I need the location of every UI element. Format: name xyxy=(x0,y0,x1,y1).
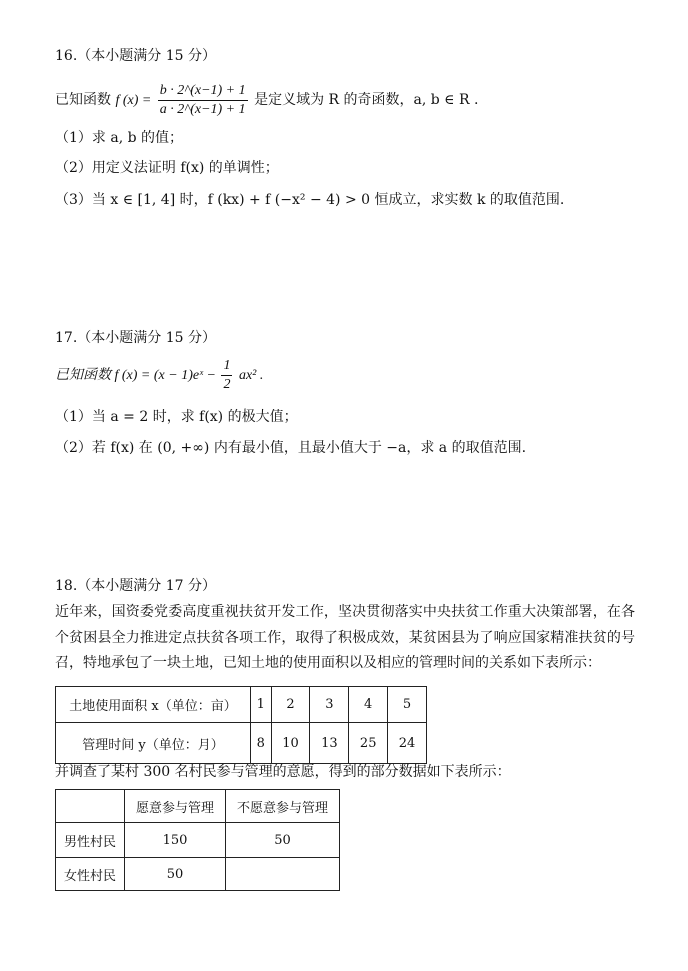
table-row xyxy=(56,790,340,823)
table-cell: 50 xyxy=(226,823,340,858)
q18-paragraph: 近年来，国资委党委高度重视扶贫开发工作，坚决贯彻落实中央扶贫工作重大决策部署，在各个贫困县全力推进定点扶贫各项工作，取得了积极成效，某贫困县为了响应国家精准扶贫的号召，特地承包了一块土地，已知土地的使用面积以及相应的管理时间的关系如下表所示： xyxy=(55,604,635,671)
row-label-male: 男性村民 xyxy=(56,823,125,858)
table-row xyxy=(56,823,340,858)
q17-intro-tail: ax² . xyxy=(238,368,264,383)
q16-part3: （3）当 x ∈ [1, 4] 时，f (kx) + f (−x² − 4) > 0 恒成立，求实数 k 的取值范围. xyxy=(55,192,565,208)
table-cell: 25 xyxy=(349,723,388,764)
q16-part2: （2）用定义法证明 f(x) 的单调性； xyxy=(55,160,279,176)
table-row xyxy=(56,687,427,723)
q16-part1: （1）求 a, b 的值； xyxy=(55,130,184,146)
table-corner xyxy=(56,790,125,823)
table-cell: 50 xyxy=(125,858,226,891)
q16-intro xyxy=(55,80,478,121)
table-cell: 5 xyxy=(388,687,427,723)
col-header-willing: 愿意参与管理 xyxy=(125,790,226,823)
table-cell: 24 xyxy=(388,723,427,764)
land-area-table xyxy=(55,686,427,764)
q16-frac-denominator: a · 2^(x−1) + 1 xyxy=(159,101,246,117)
table-cell: 8 xyxy=(251,723,272,764)
q17-heading: 17.（本小题满分 15 分） xyxy=(55,330,216,346)
q18-heading: 18.（本小题满分 17 分） xyxy=(55,578,216,594)
q16-intro-suffix: 是定义域为 R 的奇函数，a, b ∈ R . xyxy=(254,92,479,108)
table-row xyxy=(56,723,427,764)
table-row xyxy=(56,858,340,891)
q16-frac-numerator: b · 2^(x−1) + 1 xyxy=(158,82,248,101)
q17-intro-text: 已知函数 f (x) = (x − 1)eˣ − xyxy=(55,368,220,383)
q17-frac-numerator: 1 xyxy=(221,357,232,376)
row-label-female: 女性村民 xyxy=(56,858,125,891)
table-cell: 10 xyxy=(271,723,310,764)
q16-fx: f (x) = xyxy=(115,93,152,108)
q18-after-table: 并调查了某村 300 名村民参与管理的意愿，得到的部分数据如下表所示： xyxy=(55,764,511,780)
q17-fraction xyxy=(221,357,232,394)
table-cell: 3 xyxy=(310,687,349,723)
row-label-area: 土地使用面积 x（单位：亩） xyxy=(56,687,251,723)
q17-part2: （2）若 f(x) 在 (0, +∞) 内有最小值，且最小值大于 −a，求 a 的取值范围. xyxy=(55,440,527,456)
table-cell: 2 xyxy=(271,687,310,723)
q17-part1: （1）当 a = 2 时，求 f(x) 的极大值； xyxy=(55,409,298,425)
q17-intro xyxy=(55,355,263,396)
table-cell xyxy=(226,858,340,891)
table-cell: 1 xyxy=(251,687,272,723)
q16-fraction xyxy=(158,82,248,119)
q16-intro-prefix: 已知函数 xyxy=(55,92,111,108)
col-header-unwilling: 不愿意参与管理 xyxy=(226,790,340,823)
row-label-time: 管理时间 y（单位：月） xyxy=(56,723,251,764)
table-cell: 4 xyxy=(349,687,388,723)
q16-heading: 16.（本小题满分 15 分） xyxy=(55,48,216,64)
willingness-table xyxy=(55,789,340,891)
q17-frac-denominator: 2 xyxy=(223,376,231,392)
table-cell: 150 xyxy=(125,823,226,858)
table-cell: 13 xyxy=(310,723,349,764)
